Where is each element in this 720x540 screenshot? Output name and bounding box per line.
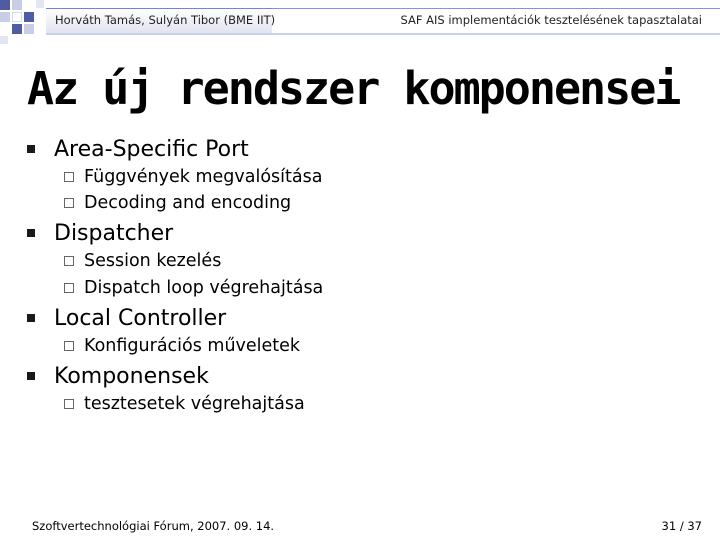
checkbox-bullet-icon (64, 256, 74, 266)
header-authors: Horváth Tamás, Sulyán Tibor (BME IIT) (55, 13, 276, 27)
page-number: 31 / 37 (661, 519, 702, 533)
bullet-label: Dispatcher (54, 221, 174, 246)
bullet-square-icon (27, 145, 35, 153)
bullet-square-icon (27, 372, 35, 380)
bullet-label: Local Controller (54, 306, 227, 331)
checkbox-bullet-icon (64, 283, 74, 293)
header-top-rule (272, 8, 720, 9)
sub-bullet-label: Dispatch loop végrehajtása (84, 278, 324, 298)
header-talk-title: SAF AIS implementációk tesztelésének tapasztalatai (400, 13, 702, 27)
sub-bullet-label: tesztesetek végrehajtása (84, 394, 305, 414)
footer-event: Szoftvertechnológiai Fórum, 2007. 09. 14. (32, 519, 275, 533)
bullet-label: Komponensek (54, 364, 209, 389)
sub-bullet-label: Függvények megvalósítása (84, 167, 323, 187)
sub-bullet-label: Decoding and encoding (84, 193, 292, 213)
checkbox-bullet-icon (64, 341, 74, 351)
corner-decoration (0, 0, 45, 45)
sub-bullet-label: Session kezelés (84, 251, 222, 271)
slide-title: Az új rendszer komponensei (27, 62, 680, 115)
sub-bullet-label: Konfigurációs műveletek (84, 336, 301, 356)
header-bottom-rule (46, 33, 720, 35)
bullet-square-icon (27, 314, 35, 322)
bullet-square-icon (27, 229, 35, 237)
checkbox-bullet-icon (64, 198, 74, 208)
bullet-label: Area-Specific Port (54, 137, 249, 162)
checkbox-bullet-icon (64, 399, 74, 409)
checkbox-bullet-icon (64, 172, 74, 182)
